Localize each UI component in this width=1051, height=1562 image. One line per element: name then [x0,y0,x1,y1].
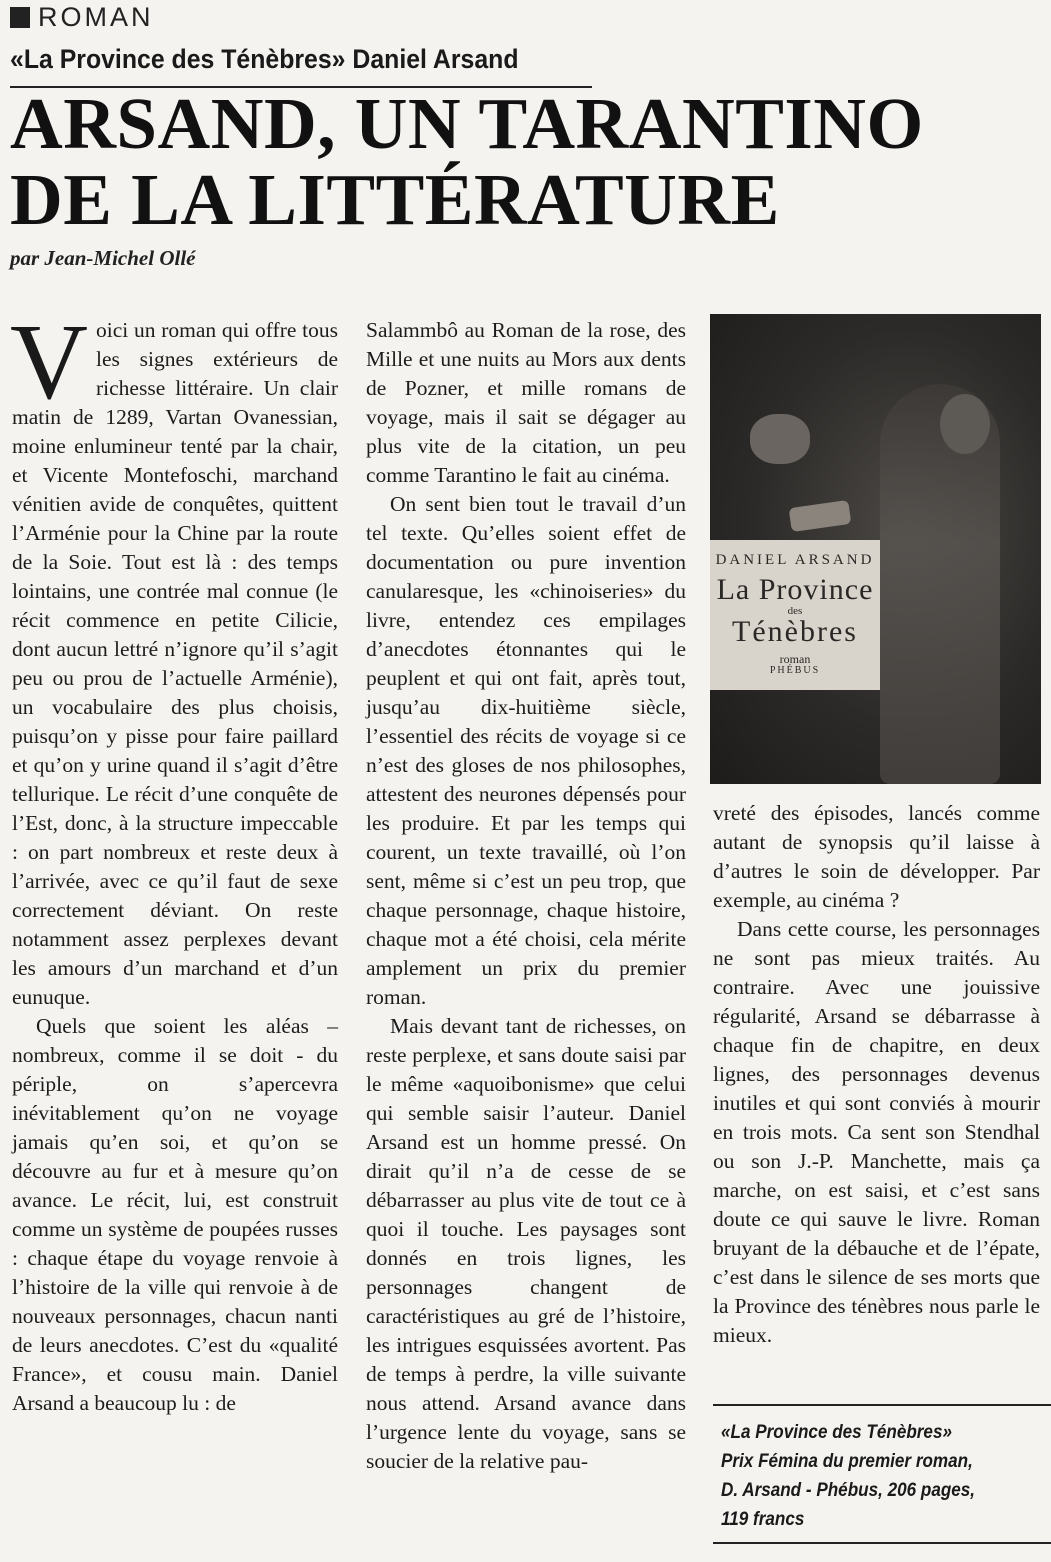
square-bullet-icon [10,7,30,28]
info-title: «La Province des Ténèbres» [721,1422,952,1443]
book-cover-label [710,540,880,690]
section-rubric [10,2,154,33]
info-publisher: D. Arsand - Phébus, 206 pages, [721,1480,976,1501]
kicker: «La Province des Ténèbres» Daniel Arsand [10,44,519,74]
cover-publisher: PHÉBUS [769,665,821,676]
painted-figure-head [940,394,990,454]
byline: par Jean-Michel Ollé [10,246,196,270]
article-column-2 [366,316,686,1476]
cover-title-line-2: Ténèbres [732,615,858,648]
headline [10,83,924,240]
painted-monk-head [750,414,810,464]
headline-line-1: ARSAND, UN TARANTINO [10,83,924,164]
painted-hand [789,500,852,532]
paragraph: On sent bien tout le travail d’un tel texte. Qu’elles soient effet de documentation ou pure invention canularesque, les «chinoiseries» du livre, entendez ces empilages d’anecdotes étonnantes qui le peuplent et qui ont fait, après tout, jusqu’au dix-huitième siècle, l’essentiel des récits de voyage si ce n’est des gloses de nos philosophes, attestent des neurones dépensés pour les produire. Et par les temps qui courent, un texte travaillé, où l’on sent, même si c’est un peu trop, que chaque personnage, chaque histoire, chaque mot a été choisi, cela mérite amplement un prix du premier roman. [366,492,686,1009]
cover-title-line-1: La Province [716,573,874,606]
paragraph [10,303,338,1012]
paragraph-text: oici un roman qui offre tous les signes extérieurs de richesse littéraire. Un clair matin de 1289, Vartan Ovanessian, moine enlumineur tenté par la chair, et Vicente Montefoschi, marchand vénitien avide de conquêtes, quittent l’Arménie pour la Chine par la route de la Soie. Tout est là : des temps lointains, une contrée mal connue (le récit commence en petite Cilicie, dont aucun lettré n’ignore qu’il s’agit peu ou prou de l’actuelle Arménie), un vocabulaire des plus choisis, puisqu’on y pisse pour faire paillard et qu’on y urine quand il s’agit d’être tellurique. Le récit d’une conquête de l’Est, donc, à la structure impeccable : on part nombreux et reste deux à l’arrivée, avec ce qu’il faut de sexe correctement déviant. On reste notamment assez perplexes devant les amours d’un marchand et d’un eunuque. [12,318,338,1009]
cover-author: DANIEL ARSAND [715,552,875,568]
drop-cap: V [10,303,88,422]
cover-genre: roman [779,652,811,666]
paragraph: Quels que soient les aléas – nombreux, comme il se doit - du périple, on s’apercevra inévitablement qu’on ne voyage jamais qu’en soi, et qu’on se découvre au fur et à mesure qu’on avance. Le récit, lui, est construit comme un système de poupées russes : chaque étape du voyage renvoie à l’histoire de la ville qui renvoie à de nouveaux personnages, chacun nanti de leurs anecdotes. C’est du «qualité France», et cousu main. Daniel Arsand a beaucoup lu : de [12,1014,338,1415]
paragraph: vreté des épisodes, lancés comme autant de synopsis qu’il laisse à d’autres le soin de développer. Par exemple, au cinéma ? [713,801,1040,912]
info-prize: Prix Fémina du premier roman, [721,1451,973,1472]
article-column-3 [713,799,1040,1350]
cover-title-des: des [787,605,803,617]
paragraph: Dans cette course, les personnages ne sont pas mieux traités. Au contraire. Avec une jouissive régularité, Arsand se débarrasse à chaque fin de chapitre, en deux lignes, des personnages devenus inutiles et qui sont conviés à mourir en trois mots. Ca sent son Stendhal ou son J.-P. Manchette, mais ça marche, on est saisi, et c’est sans doute ce qui sauve le livre. Roman bruyant de la débauche et de l’épate, c’est dans le silence de ses morts que la Province des ténèbres nous parle le mieux. [713,917,1040,1347]
rubric-label: ROMAN [38,2,154,32]
headline-line-2: DE LA LITTÉRATURE [10,159,780,240]
paragraph: Salammbô au Roman de la rose, des Mille et une nuits au Mors aux dents de Pozner, et mille romans de voyage, mais il sait se dégager au plus vite de la citation, un peu comme Tarantino le fait au cinéma. [366,318,686,487]
paragraph: Mais devant tant de richesses, on reste perplexe, et sans doute saisi par le même «aquoibonisme» que celui qui semble saisir l’auteur. Daniel Arsand est un homme pressé. On dirait qu’il n’a de cesse de se débarrasser au plus vite de tout ce à quoi il touche. Les paysages sont donnés en trois lignes, les personnages changent de caractéristiques au gré de l’histoire, les intrigues esquissées avortent. Pas de temps à perdre, la ville suivante nous attend. Arsand avance dans l’urgence lente du voyage, sans se soucier de la relative pau- [366,1014,686,1473]
info-price: 119 francs [721,1509,805,1530]
book-info-box [713,1404,1051,1544]
book-cover-photo [710,314,1041,784]
article-column-1 [10,303,338,1418]
